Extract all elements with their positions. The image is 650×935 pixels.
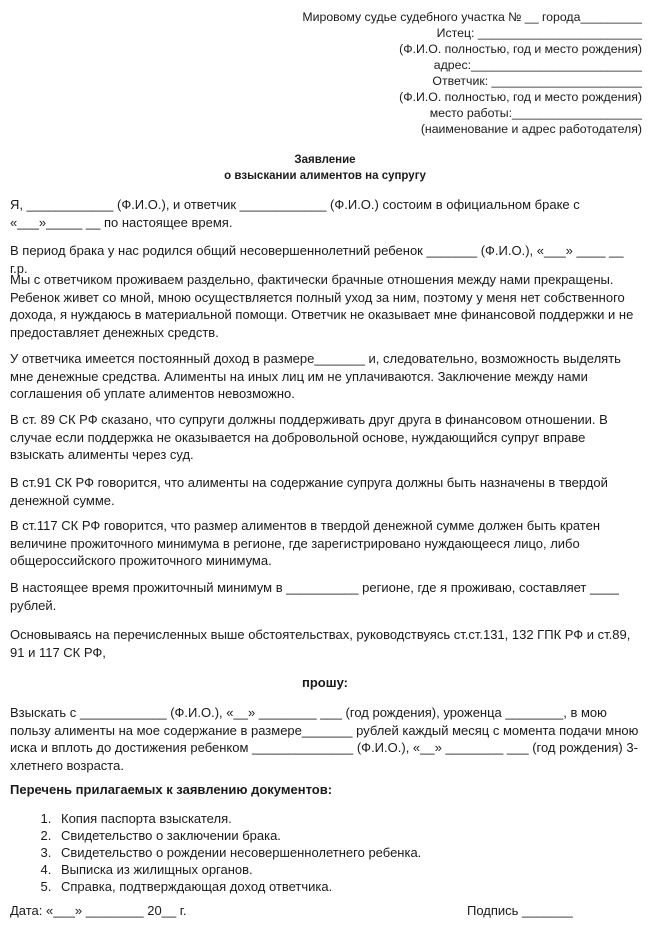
- list-item: 3. Свидетельство о рождении несовершеннолетнего ребенка.: [55, 844, 650, 861]
- list-item: 4. Выписка из жилищных органов.: [55, 861, 650, 878]
- header-line-workplace-hint: (наименование и адрес работодателя): [420, 122, 642, 136]
- request-heading: прошу:: [302, 675, 348, 690]
- paragraph-grounds: Основываясь на перечисленных выше обстоятельствах, руководствуясь ст.ст.131, 132 ГПК РФ и ст.89, 91 и 117 СК РФ,: [10, 627, 631, 660]
- header-line-workplace: место работы:___________________: [429, 106, 642, 120]
- footer-signature: Подпись _______: [467, 903, 573, 918]
- header-line-address: адрес:_________________________: [433, 58, 642, 72]
- request-text: Взыскать с ____________ (Ф.И.О.), «__» ________ ___ (год рождения), уроженца ________, в мою пользу алименты на мое содержание в размере_______ рублей каждый месяц с момента подачи мною иска и вплоть до достижения ребенком ______________ (Ф.И.О.), «__» ________ ___ (год рождения) 3-хлетнего возраста.: [10, 705, 639, 773]
- paragraph-art117: В ст.117 СК РФ говорится, что размер алиментов в твердой денежной сумме должен быть кратен величине прожиточного минимума в регионе, где зарегистрировано нуждающееся лицо, либо общероссийского прожиточного минимума.: [10, 518, 601, 568]
- attachments-list: [10, 810, 650, 895]
- attachments-heading: Перечень прилагаемых к заявлению документов:: [10, 782, 333, 797]
- header-line-plaintiff: Истец: ________________________: [436, 26, 642, 40]
- header-line-defendant: Ответчик: ______________________: [432, 74, 642, 88]
- header-line-court: Мировому судье судебного участка № __ города_________: [302, 10, 642, 24]
- paragraph-art89: В ст. 89 СК РФ сказано, что супруги должны поддерживать друг друга в финансовом отношении. В случае если поддержка не оказывается на добровольной основе, нуждающийся супруг вправе взыскать алименты через суд.: [10, 412, 608, 462]
- document-title: Заявление: [294, 154, 356, 166]
- header-line-plaintiff-hint: (Ф.И.О. полностью, год и место рождения): [399, 42, 642, 56]
- paragraph-separate-living: Мы с ответчиком проживаем раздельно, фактически брачные отношения между нами прекращены. Ребенок живет со мной, мною осуществляется полный уход за ним, поэтому у меня нет собственного дохода, я нуждаюсь в материальной помощи. Ответчик не оказывает мне финансовой поддержки и не предоставляет денежных средств.: [10, 272, 634, 340]
- list-item: 2. Свидетельство о заключении брака.: [55, 827, 650, 844]
- footer-date: Дата: «___» ________ 20__ г.: [10, 903, 187, 918]
- paragraph-art91: В ст.91 СК РФ говорится, что алименты на содержание супруга должны быть назначены в твердой денежной сумме.: [10, 475, 608, 508]
- paragraph-child: В период брака у нас родился общий несовершеннолетний ребенок _______ (Ф.И.О.), «___» ____ __ г.р.: [10, 243, 624, 276]
- list-item: 1. Копия паспорта взыскателя.: [55, 810, 650, 827]
- paragraph-marriage: Я, ____________ (Ф.И.О.), и ответчик ____________ (Ф.И.О.) состоим в официальном браке с «___»_____ __ по настоящее время.: [10, 197, 580, 230]
- paragraph-minimum: В настоящее время прожиточный минимум в __________ регионе, где я проживаю, составляет ____ рублей.: [10, 580, 619, 613]
- paragraph-income: У ответчика имеется постоянный доход в размере_______ и, следовательно, возможность выделять мне денежные средства. Алименты на иных лиц им не уплачиваются. Заключение между нами соглашения об уплате алиментов невозможно.: [10, 351, 621, 401]
- header-line-defendant-hint: (Ф.И.О. полностью, год и место рождения): [399, 90, 642, 104]
- document-subtitle: о взыскании алиментов на супругу: [224, 170, 426, 182]
- list-item: 5. Справка, подтверждающая доход ответчика.: [55, 878, 650, 895]
